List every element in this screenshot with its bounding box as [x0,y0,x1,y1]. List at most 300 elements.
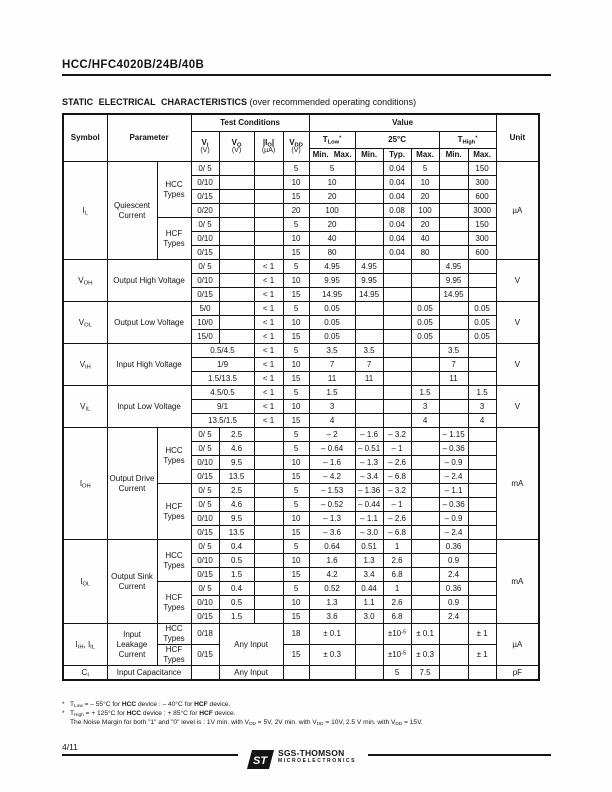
value-cell: 80 [309,246,355,260]
value-cell [411,526,439,540]
value-cell: 20 [411,190,439,204]
value-cell: 3.5 [309,344,355,358]
header-vi-name: $V_I$ [201,138,209,149]
value-cell: Any Input [219,666,283,681]
value-cell [383,344,411,358]
footnote-tlow [62,700,423,709]
value-cell [254,232,283,246]
value-cell: – 0.9 [439,456,468,470]
header-parameter: Parameter [107,114,191,162]
value-cell: – 1.6 [355,428,383,442]
table-row [63,344,539,358]
value-cell [191,666,219,681]
value-cell [439,246,468,260]
value-cell: ± 0.1 [411,624,439,645]
header-vi [191,132,219,162]
value-cell: 100 [411,204,439,218]
value-cell [254,162,283,176]
header-vi-sub: (V) [200,147,210,154]
value-cell: 0/10 [191,232,219,246]
types-cell: HCF Types [157,582,191,624]
value-cell [355,316,383,330]
value-cell [254,428,283,442]
value-cell [468,456,496,470]
value-cell: 0.04 [383,162,411,176]
value-cell: ± 1 [468,624,496,645]
value-cell [468,582,496,596]
value-cell [411,358,439,372]
value-cell [468,512,496,526]
value-cell: 0.44 [355,582,383,596]
value-cell [355,246,383,260]
types-cell: HCC Types [157,624,191,645]
value-cell: 5 [283,344,309,358]
value-cell: – 2 [309,428,355,442]
value-cell [355,176,383,190]
value-cell [309,666,355,681]
value-cell: 20 [309,218,355,232]
value-cell [468,484,496,498]
types-cell: HCC Types [157,428,191,484]
value-cell [439,176,468,190]
value-cell: $\pm 10^{-5}$ [383,624,411,645]
value-cell: 1.3 [309,596,355,610]
value-cell: 9.95 [439,274,468,288]
value-cell: 2.5 [219,484,254,498]
value-cell: – 0.36 [439,442,468,456]
value-cell: 4.2 [309,568,355,582]
value-cell [254,512,283,526]
value-cell [219,260,254,274]
value-cell: 5 [383,666,411,681]
value-cell: 5 [283,386,309,400]
value-cell: 10 [283,316,309,330]
value-cell: 0/18 [191,624,219,645]
value-cell: 9/1 [191,400,254,414]
unit-cell: V [496,386,539,428]
value-cell [411,442,439,456]
value-cell [254,498,283,512]
value-cell: 4 [468,414,496,428]
symbol-cell: $I_L$ [63,162,107,260]
value-cell: 14.95 [309,288,355,302]
header-test-conditions: Test Conditions [191,114,309,132]
value-cell [254,442,283,456]
value-cell: 0.9 [439,596,468,610]
title-rule [62,74,551,76]
value-cell: – 4.2 [309,470,355,484]
value-cell: – 3.4 [355,470,383,484]
value-cell [283,666,309,681]
value-cell: 0.05 [309,316,355,330]
value-cell: 2.6 [383,554,411,568]
value-cell: 5 [283,582,309,596]
section-title-bold: STATIC ELECTRICAL CHARACTERISTICS [62,97,247,107]
value-cell: 0.05 [468,302,496,316]
value-cell: 4.95 [439,260,468,274]
value-cell: 0/15 [191,568,219,582]
value-cell: 1 [383,582,411,596]
value-cell: 3 [309,400,355,414]
value-cell [468,428,496,442]
value-cell: 0.08 [383,204,411,218]
value-cell: 10 [283,232,309,246]
value-cell: 0/ 5 [191,442,219,456]
value-cell: 15 [283,414,309,428]
symbol-cell: $V_{IL}$ [63,386,107,428]
value-cell: – 1.6 [309,456,355,470]
value-cell [383,274,411,288]
st-logo-sub: MICROELECTRONICS [278,758,357,764]
parameter-cell: Output High Voltage [107,260,191,302]
value-cell: 1.3 [355,554,383,568]
value-cell [468,344,496,358]
page-number: 4/11 [62,742,78,752]
value-cell: 2.4 [439,610,468,624]
table-row [63,624,539,645]
value-cell [439,232,468,246]
section-title [62,97,416,107]
value-cell [219,288,254,302]
value-cell: 5 [283,442,309,456]
value-cell: 0/15 [191,610,219,624]
value-cell: 0/10 [191,274,219,288]
unit-cell: mA [496,428,539,540]
value-cell: 300 [468,176,496,190]
symbol-cell: $V_{OL}$ [63,302,107,344]
value-cell: 10 [283,554,309,568]
value-cell: 0.5 [219,554,254,568]
footer-rule-left [62,754,238,756]
value-cell: – 0.64 [309,442,355,456]
value-cell: 10 [283,400,309,414]
value-cell: 20 [309,190,355,204]
header-thigh: $T_{High}^*$ [439,132,496,149]
value-cell [254,568,283,582]
symbol-cell: $I_{OH}$ [63,428,107,540]
value-cell: 14.95 [439,288,468,302]
value-cell: < 1 [254,358,283,372]
value-cell [254,540,283,554]
value-cell: < 1 [254,386,283,400]
types-cell: HCC Types [157,162,191,218]
value-cell [254,554,283,568]
header-value: Value [309,114,496,132]
footer-rule-right [368,754,551,756]
value-cell: < 1 [254,330,283,344]
table-row [63,666,539,681]
value-cell: 14.95 [355,288,383,302]
value-cell: 0.36 [439,540,468,554]
value-cell [411,344,439,358]
value-cell: < 1 [254,400,283,414]
value-cell [383,358,411,372]
value-cell: 150 [468,162,496,176]
value-cell [411,288,439,302]
value-cell: – 0.52 [309,498,355,512]
value-cell [439,624,468,645]
header-vo-sub: (V) [231,147,242,154]
value-cell: 100 [309,204,355,218]
value-cell: 0.4 [219,540,254,554]
value-cell: 1.5 [411,386,439,400]
symbol-cell: $V_{OH}$ [63,260,107,302]
header-vdd [283,132,309,162]
value-cell: 0/ 5 [191,540,219,554]
parameter-cell: Output Sink Current [107,540,157,624]
types-cell: HCF Types [157,484,191,540]
value-cell: – 1.15 [439,428,468,442]
value-cell [411,610,439,624]
value-cell: 0.05 [309,330,355,344]
value-cell: – 3.0 [355,526,383,540]
value-cell: 5 [283,428,309,442]
symbol-cell: $I_{IH}$, $I_{IL}$ [63,624,107,666]
value-cell: Any Input [219,624,283,666]
value-cell [439,162,468,176]
value-cell: 0/15 [191,190,219,204]
value-cell [411,484,439,498]
header-io-sub: (µA) [261,147,276,154]
value-cell: 0/20 [191,204,219,218]
value-cell: 1.5 [309,386,355,400]
value-cell: 5 [283,162,309,176]
value-cell: – 3.6 [309,526,355,540]
doc-title: HCC/HFC4020B/24B/40B [62,59,205,71]
value-cell: 0.5/4.5 [191,344,254,358]
value-cell [468,498,496,512]
header-tlow-max: Max. [333,150,352,159]
value-cell: – 0.36 [439,498,468,512]
value-cell [383,400,411,414]
value-cell: 6.8 [383,568,411,582]
value-cell: 5/0 [191,302,219,316]
value-cell: – 6.8 [383,526,411,540]
value-cell: – 3.2 [383,484,411,498]
value-cell: 4.95 [355,260,383,274]
value-cell: 5 [283,218,309,232]
value-cell [439,190,468,204]
value-cell [439,330,468,344]
value-cell: – 0.9 [439,512,468,526]
value-cell [355,386,383,400]
header-tlow-minmax [309,149,355,162]
st-logo [247,749,356,775]
value-cell: 9.95 [355,274,383,288]
header-25c: 25°C [355,132,439,149]
value-cell: < 1 [254,288,283,302]
value-cell [254,204,283,218]
value-cell: – 1.36 [355,484,383,498]
value-cell: 1 [383,540,411,554]
value-cell: 13.5 [219,526,254,540]
symbol-cell: $I_{OL}$ [63,540,107,624]
types-cell: HCC Types [157,540,191,582]
value-cell [468,610,496,624]
value-cell [411,456,439,470]
value-cell [439,218,468,232]
unit-cell: mA [496,540,539,624]
value-cell: 2.4 [439,568,468,582]
value-cell: < 1 [254,302,283,316]
value-cell [355,330,383,344]
value-cell: 0.04 [383,232,411,246]
value-cell [355,232,383,246]
footnote-star [62,718,70,727]
value-cell: 4.6 [219,442,254,456]
value-cell [219,190,254,204]
value-cell: 4.95 [309,260,355,274]
value-cell: 5 [411,162,439,176]
value-cell [468,442,496,456]
footnote-text: $T_{High}$ = + 125°C for HCC device : + 85°C for HCF device. [70,710,236,719]
characteristics-table [62,113,540,681]
value-cell: 0.9 [439,554,468,568]
value-cell: 0.04 [383,218,411,232]
value-cell: 0/ 5 [191,428,219,442]
value-cell: 0.05 [468,330,496,344]
unit-cell: µA [496,624,539,666]
parameter-cell: Quiescent Current [107,162,157,260]
value-cell: 600 [468,190,496,204]
value-cell: – 2.4 [439,526,468,540]
value-cell [219,302,254,316]
value-cell: < 1 [254,274,283,288]
value-cell: 15 [283,372,309,386]
value-cell: 3.4 [355,568,383,582]
value-cell: 40 [411,232,439,246]
symbol-cell: $C_I$ [63,666,107,681]
header-25c-min: Min. [355,149,383,162]
value-cell [254,218,283,232]
value-cell: ± 0.3 [411,645,439,666]
value-cell [411,428,439,442]
value-cell: 5 [283,302,309,316]
footnote-star: * [62,710,65,717]
value-cell: 150 [468,218,496,232]
value-cell: 0.05 [468,316,496,330]
value-cell [411,568,439,582]
value-cell [219,176,254,190]
value-cell: 0/10 [191,512,219,526]
value-cell [355,645,383,666]
parameter-cell: Input Leakage Current [107,624,157,666]
value-cell [468,288,496,302]
parameter-cell: Input Capacitance [107,666,191,681]
value-cell [439,666,468,681]
value-cell [355,204,383,218]
table-body [63,162,539,681]
value-cell: 15 [283,288,309,302]
value-cell: 15 [283,246,309,260]
value-cell: 10 [283,176,309,190]
parameter-cell: Input Low Voltage [107,386,191,428]
value-cell: 7 [355,358,383,372]
value-cell: 5 [283,260,309,274]
parameter-cell: Output Drive Current [107,428,157,540]
value-cell: 2.6 [383,596,411,610]
value-cell: 10 [309,176,355,190]
value-cell [468,554,496,568]
value-cell: 0/15 [191,246,219,260]
value-cell: 15 [283,330,309,344]
value-cell [468,372,496,386]
value-cell: 0/10 [191,176,219,190]
value-cell [439,400,468,414]
value-cell [439,645,468,666]
value-cell [254,470,283,484]
types-cell: HCF Types [157,645,191,666]
value-cell [219,162,254,176]
types-cell: HCF Types [157,218,191,260]
st-logo-text [278,749,356,764]
value-cell: 1.5 [468,386,496,400]
value-cell [468,596,496,610]
value-cell: 0.04 [383,246,411,260]
section-title-rest: (over recommended operating conditions) [247,97,417,107]
value-cell: < 1 [254,344,283,358]
value-cell: 0.64 [309,540,355,554]
value-cell [468,526,496,540]
value-cell: $\pm 10^{-5}$ [383,645,411,666]
value-cell: 9.5 [219,512,254,526]
value-cell [468,260,496,274]
value-cell: 0/15 [191,526,219,540]
value-cell: 0.05 [411,316,439,330]
header-vo [219,132,254,162]
value-cell: 1.5/13.5 [191,372,254,386]
value-cell: 0.52 [309,582,355,596]
value-cell: 15 [283,190,309,204]
value-cell [439,386,468,400]
value-cell [383,330,411,344]
value-cell [383,302,411,316]
st-logo-mark-icon [247,749,274,775]
value-cell: 15 [283,470,309,484]
value-cell [468,358,496,372]
header-thigh-min: Min. [439,149,468,162]
header-tlow-min: Min. [312,150,329,159]
value-cell [219,232,254,246]
value-cell: 0.05 [309,302,355,316]
value-cell: 0.05 [411,330,439,344]
value-cell: 4.5/0.5 [191,386,254,400]
value-cell [411,274,439,288]
value-cell: 7.5 [411,666,439,681]
value-cell: – 1.1 [439,484,468,498]
value-cell: 20 [411,218,439,232]
value-cell [254,190,283,204]
value-cell: – 1.53 [309,484,355,498]
value-cell: 0/ 5 [191,484,219,498]
header-io-name: $|I_O|$ [262,138,275,149]
value-cell: ± 0.1 [309,624,355,645]
header-vo-name: $V_O$ [231,138,242,149]
value-cell: 2.5 [219,428,254,442]
table-row [63,302,539,316]
value-cell [383,288,411,302]
value-cell: – 2.6 [383,512,411,526]
value-cell: 80 [411,246,439,260]
value-cell [219,274,254,288]
unit-cell: pF [496,666,539,681]
value-cell: 3000 [468,204,496,218]
value-cell [383,414,411,428]
value-cell: 10 [283,512,309,526]
header-unit: Unit [496,114,539,162]
value-cell [254,456,283,470]
value-cell [411,582,439,596]
